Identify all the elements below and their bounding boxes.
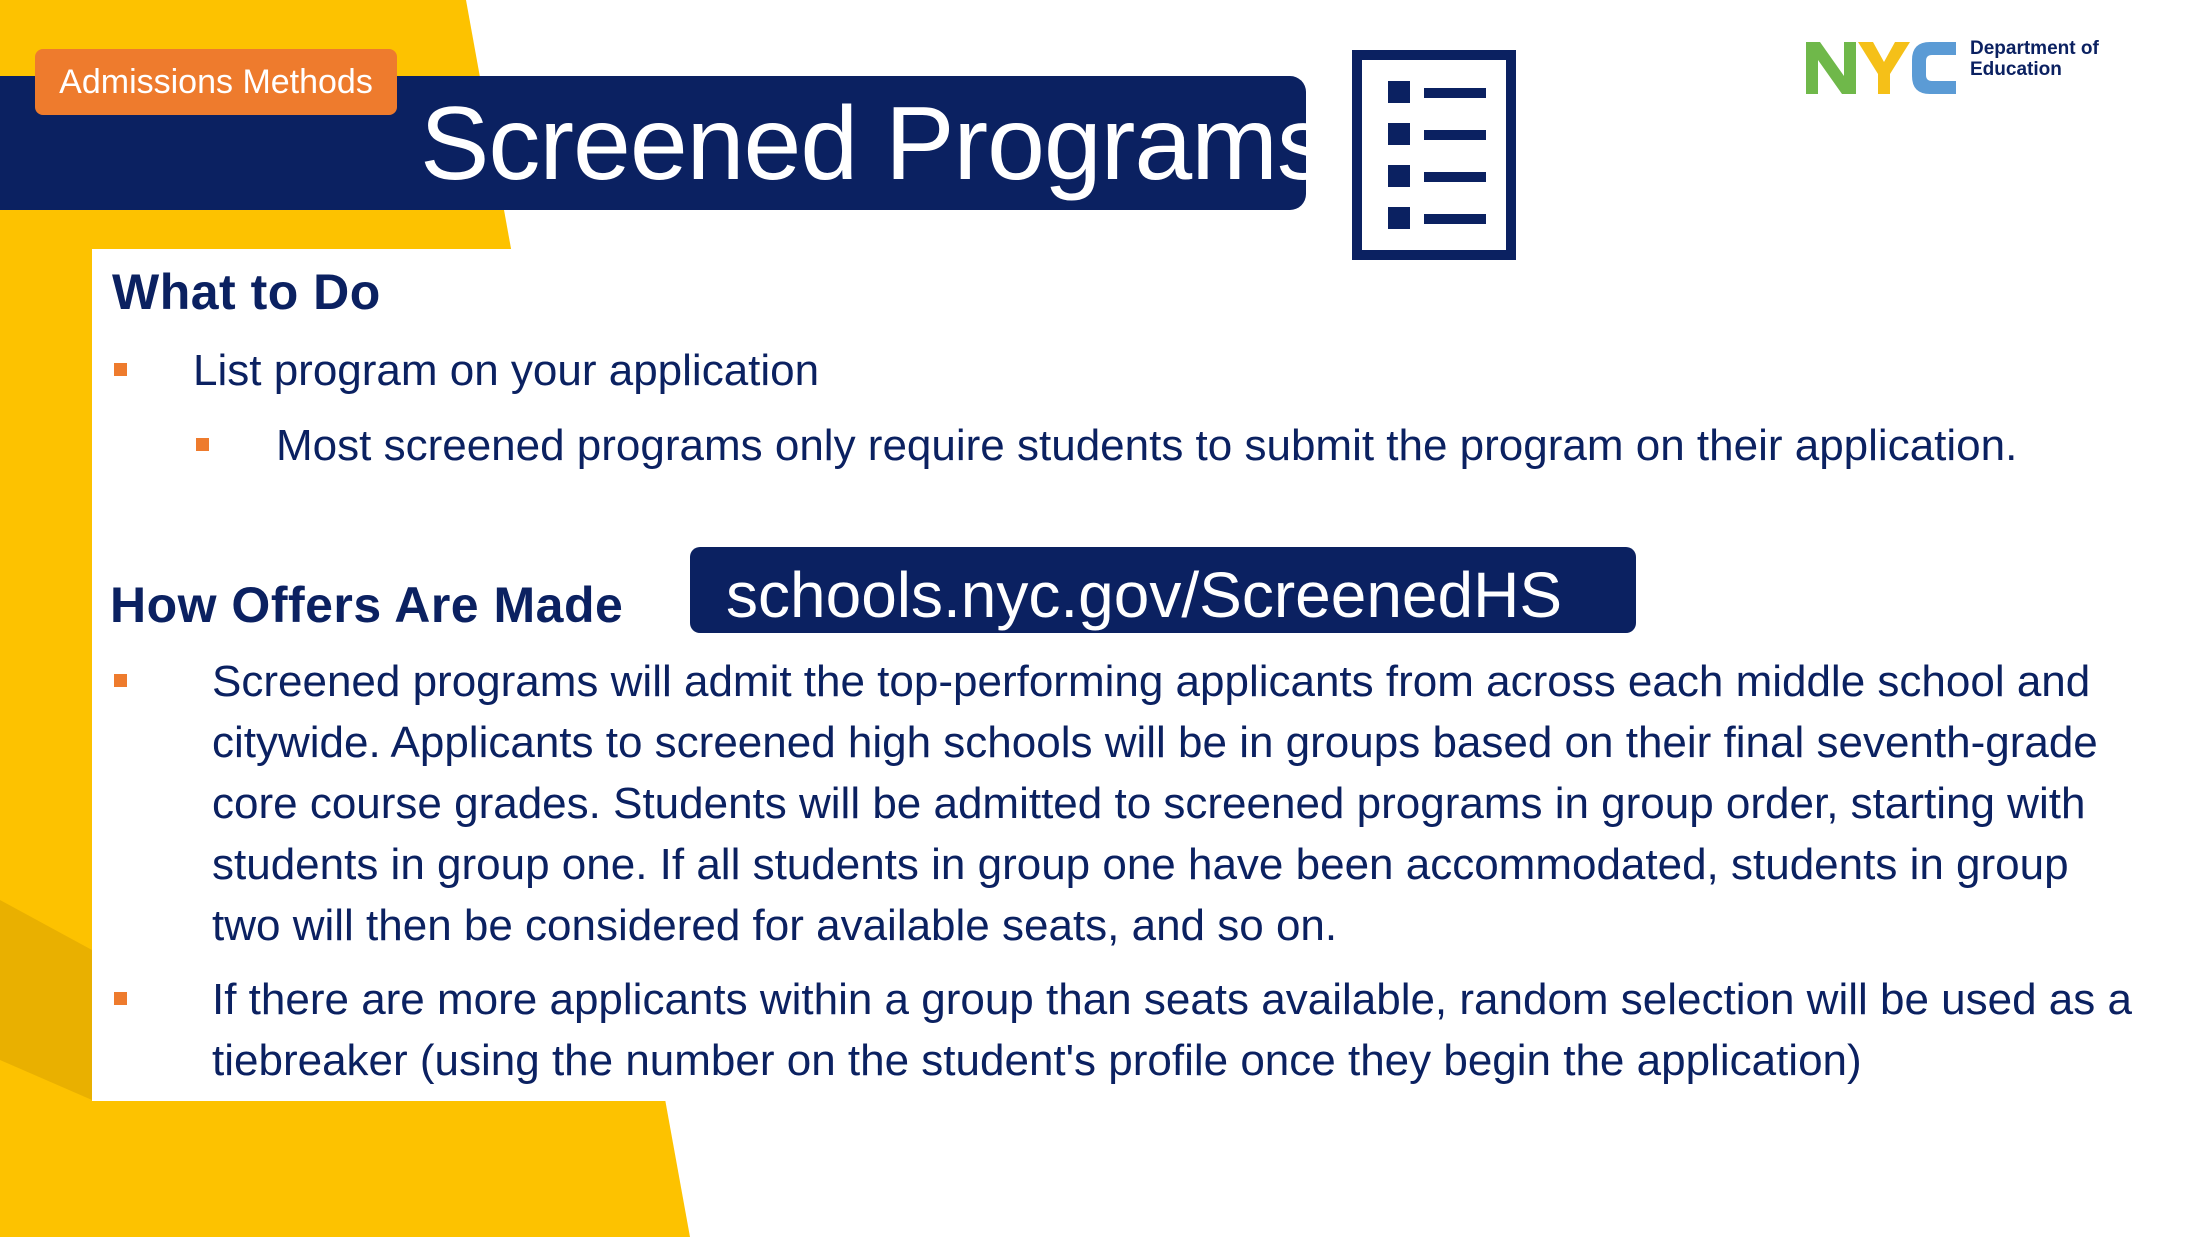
- logo-line-2: Education: [1970, 59, 2062, 80]
- what-to-do-heading: What to Do: [112, 264, 381, 320]
- what-to-do-subitem: Most screened programs only require students to submit the program on their application.: [276, 421, 2018, 470]
- page-title: Screened Programs: [420, 86, 1328, 202]
- offers-paragraph-1: Screened programs will admit the top-performing applicants from across each middle school and citywide. Applicants to screened high schools will be in groups based on their final seventh-grade core course grades. Students will be admitted to screened programs in group order, starting with students in group one. If all students in group one have been accommodated, students in group two will then be considered for available seats, and so on.: [212, 657, 2098, 950]
- bullet-icon: [114, 992, 127, 1005]
- bullet-icon: [114, 674, 127, 687]
- checklist-icon: [1352, 50, 1516, 260]
- bullet-icon: [196, 438, 209, 451]
- offers-paragraph-2: If there are more applicants within a group than seats available, random selection will be used as a tiebreaker (using the number on the student's profile once they begin the application): [212, 975, 2132, 1085]
- logo-line-1: Department of: [1970, 38, 2099, 59]
- bullet-icon: [114, 363, 127, 376]
- section-tag: Admissions Methods: [35, 49, 397, 115]
- logo-text: [1970, 38, 2099, 80]
- how-offers-heading: How Offers Are Made: [110, 577, 624, 633]
- screened-hs-link[interactable]: schools.nyc.gov/ScreenedHS: [726, 559, 1562, 631]
- what-to-do-item: List program on your application: [193, 346, 820, 395]
